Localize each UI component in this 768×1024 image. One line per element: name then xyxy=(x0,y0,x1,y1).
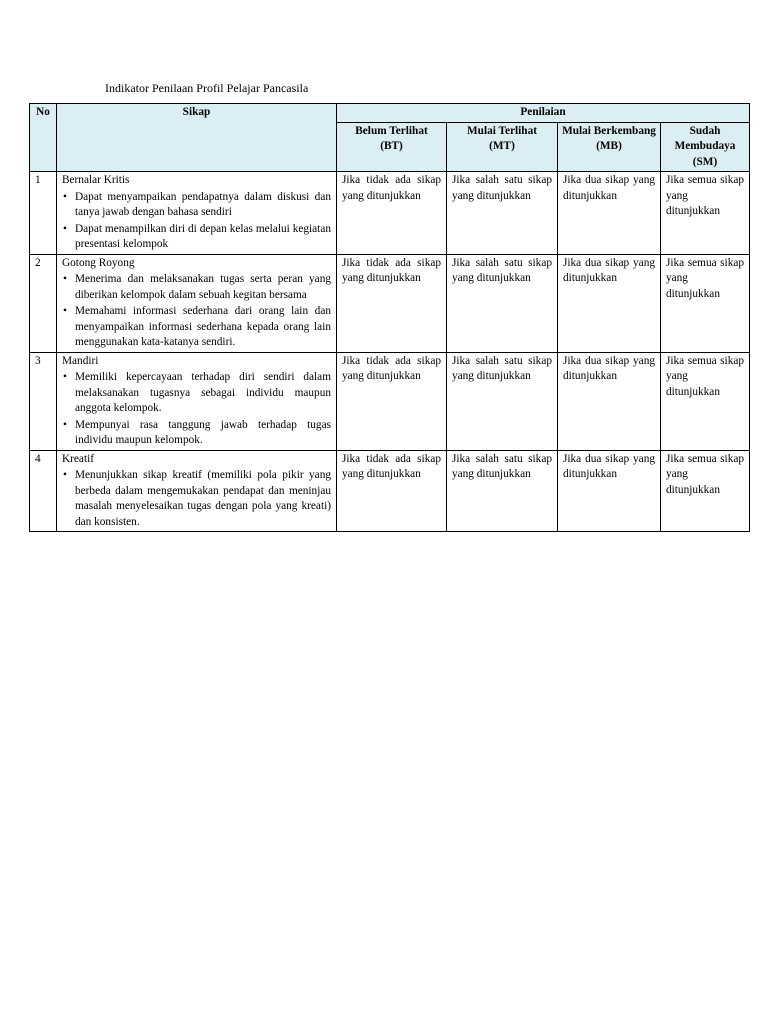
header-level-mb xyxy=(558,122,661,172)
aspect-name: Kreatif xyxy=(62,452,94,465)
sm-description: Jika semua sikap yang ditunjukkan xyxy=(661,352,750,450)
level-name: Sudah Membudaya xyxy=(674,124,736,152)
mb-description: Jika dua sikap yang ditunjukkan xyxy=(558,352,661,450)
row-number: 4 xyxy=(30,450,57,532)
indicator-item: • Menerima dan melaksanakan tugas serta peran yang diberikan kelompok dalam sebuah kegitan bersama xyxy=(62,272,331,303)
level-code: (BT) xyxy=(380,140,403,152)
sikap-cell xyxy=(57,450,337,532)
indicator-list xyxy=(62,468,331,530)
bt-description: Jika tidak ada sikap yang ditunjukkan xyxy=(337,450,447,532)
header-penilaian: Penilaian xyxy=(337,104,750,123)
level-name: Belum Terlihat xyxy=(355,124,428,137)
table-row xyxy=(30,352,750,450)
indicator-item: • Menunjukkan sikap kreatif (memiliki pola pikir yang berbeda dalam mengemukakan pendapat dan meninjau masalah menyelesaikan tugas dengan pola yang kreati) dan konsisten. xyxy=(62,468,331,530)
row-number: 2 xyxy=(30,254,57,352)
indicator-item: • Memiliki kepercayaan terhadap diri sendiri dalam melaksanakan tugasnya sebagai individu maupun anggota kelompok. xyxy=(62,370,331,417)
bt-description: Jika tidak ada sikap yang ditunjukkan xyxy=(337,254,447,352)
indicator-list xyxy=(62,370,331,449)
table-row xyxy=(30,254,750,352)
sikap-cell xyxy=(57,254,337,352)
aspect-name: Mandiri xyxy=(62,354,99,367)
mb-description: Jika dua sikap yang ditunjukkan xyxy=(558,254,661,352)
mt-description: Jika salah satu sikap yang ditunjukkan xyxy=(447,352,558,450)
aspect-name: Gotong Royong xyxy=(62,256,135,269)
indicator-item: • Mempunyai rasa tanggung jawab terhadap tugas individu maupun kelompok. xyxy=(62,418,331,449)
aspect-name: Bernalar Kritis xyxy=(62,174,130,186)
mt-description: Jika salah satu sikap yang ditunjukkan xyxy=(447,172,558,255)
row-number: 1 xyxy=(30,172,57,255)
level-name: Mulai Berkembang xyxy=(562,124,656,137)
header-level-mt xyxy=(447,122,558,172)
indicator-item: • Memahami informasi sederhana dari orang lain dan menyampaikan informasi sederhana kepada orang lain menggunakan kata-katanya sendiri. xyxy=(62,304,331,351)
mt-description: Jika salah satu sikap yang ditunjukkan xyxy=(447,450,558,532)
header-sikap: Sikap xyxy=(57,104,337,172)
assessment-rubric-table xyxy=(29,103,750,532)
bt-description: Jika tidak ada sikap yang ditunjukkan xyxy=(337,352,447,450)
level-name: Mulai Terlihat xyxy=(467,124,537,137)
header-no: No xyxy=(30,104,57,172)
level-code: (MB) xyxy=(596,140,622,152)
bt-description: Jika tidak ada sikap yang ditunjukkan xyxy=(337,172,447,255)
sm-description: Jika semua sikap yang ditunjukkan xyxy=(661,254,750,352)
mt-description: Jika salah satu sikap yang ditunjukkan xyxy=(447,254,558,352)
table-row xyxy=(30,450,750,532)
mb-description: Jika dua sikap yang ditunjukkan xyxy=(558,172,661,255)
level-code: (SM) xyxy=(692,155,718,168)
header-level-sm xyxy=(661,122,750,172)
indicator-item: • Dapat menyampaikan pendapatnya dalam diskusi dan tanya jawab dengan bahasa sendiri xyxy=(62,190,331,221)
row-number: 3 xyxy=(30,352,57,450)
document-title: Indikator Penilaan Profil Pelajar Pancasila xyxy=(105,81,309,95)
mb-description: Jika dua sikap yang ditunjukkan xyxy=(558,450,661,532)
sm-description: Jika semua sikap yang ditunjukkan xyxy=(661,450,750,532)
indicator-list xyxy=(62,190,331,253)
indicator-list xyxy=(62,272,331,351)
level-code: (MT) xyxy=(489,140,515,152)
table-row xyxy=(30,172,750,255)
sikap-cell xyxy=(57,352,337,450)
sm-description: Jika semua sikap yang ditunjukkan xyxy=(661,172,750,255)
header-level-bt xyxy=(337,122,447,172)
sikap-cell xyxy=(57,172,337,255)
indicator-item: • Dapat menampilkan diri di depan kelas melalui kegiatan presentasi kelompok xyxy=(62,222,331,253)
